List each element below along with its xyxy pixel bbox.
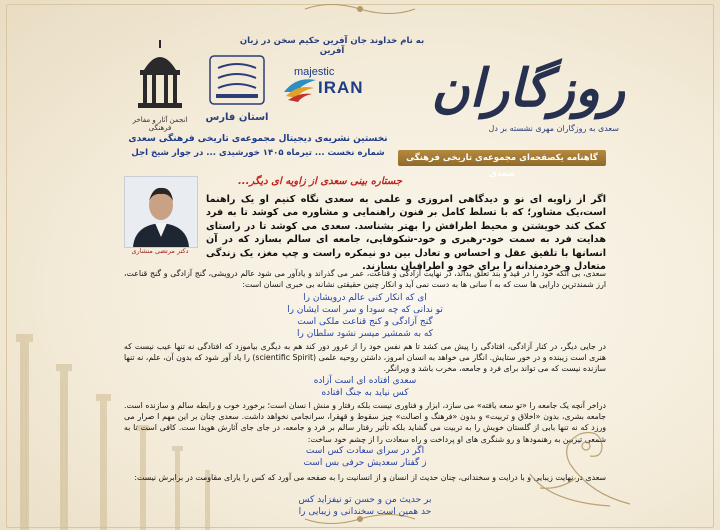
article-paragraph-3: در جایی دیگر، در کنار آزادگی، افتادگی را پیش می کشد تا هم نفس خود را از غرور دور کند هم به دیگری بیاموزد که افتادگی نه تنها عیب نیست که هنری است زیبنده و در خور ستایش. انگار می خواهد به انسان امروز، داشتن روحیه علمی (scientific Spirit) را یاد آور شود که بدون آن، علم، نه تنها سازنده نیست که می تواند برای فرد و جامعه، مخرب باشد و ویرانگر. <box>124 342 606 374</box>
article-paragraph-2: سعدی، بی آنکه خود را در قید و بند تعلق بداند، در نهایت آزادگی و قناعت، عمر می گذراند و یادآور می شود عالم درویشی، گنج آزادگی و گنج قناعت، ارز شمندترین دارایی ها ست که به آ سانی ها به دست نمی آید و انکار چنین حقیقتی نشانه بی خبری انسان است: <box>124 269 606 290</box>
masthead-ribbon: گاهنامه یکصفحه‌ای مجموعه‌ی تاریخی فرهنگی سعدی <box>398 150 606 166</box>
saadi-tomb-logo <box>126 40 194 132</box>
brand-majestic: majestic <box>294 66 335 78</box>
article-intro: اگر از زاویه ای نو و دیدگاهی امروزی و علمی به سعدی نگاه کنیم او یک راهنما است،یک مشاور؛ که با تسلط کامل بر فنون راهنمایی و مشاوره می کوشد تا به فرد کمک کند خویشتن و محیط اطرافش را بهتر بشناسد. سعدی می کوشد تا در راستای هدایت فرد به سمت خود-رهبری و خود-شکوفایی، جامعه ای سالم بسازد که در آن انسانها با تلفیق عقل و احساس و تعادل بین دو نیمکره راست و چپ مغز، یک زندگی متعادل و خردمندانه را برای خود و اطرافیان بسازند. <box>206 194 606 273</box>
article-paragraph-4: در‌اخر آنچه یک جامعه را «تو سعه یافته» می سازد، ابزار و فناوری نیست بلکه رفتار و منش ا نسان است؛ برخورد خوب و رابطه سالم و سازنده است. جامعه بشری، بدون «اخلاق و تربیت» و بدون «فرهنگ و اصالت» چیز سقوط و قهقرا، سرانجامی نخواهد داشت. سعدی چنان بر این مهم ا صرار می ورزد که نه تنها بابی از گلستان خویش را به تربیت می گشاید بلکه تأثیر رفتار سالم بر فرد و جامعه، در جای جای آثارش هویدا ست. کافی است تا به شمعی تیزبین به رهنمودها و رو شنگری های او پرداخت و راه سعادت را از چشم خود ساخت: <box>124 401 606 444</box>
poem-1-line-2: تو ندانی که چه سودا و سر است ایشان را <box>287 305 443 315</box>
article-headline: جستاره بینی سعدی از زاویه ای دیگر... <box>237 176 403 187</box>
article-paragraph-5: سعدی در نهایت زیبایی و با درایت و سخندانی، چنان حدیث از انسان و از انسانیت را به صفحه می آورد که کس را یارای مقاومت در برابرش نیست: <box>134 473 606 482</box>
publication-line-2: شماره نخست ... تیرماه ۱۴۰۵ خورشیدی ... در جوار شیخ اجل <box>131 148 385 158</box>
poem-4-line-1: بر حدیث من و حسن تو نیفزاید کس <box>298 495 432 505</box>
author-portrait-icon <box>125 177 197 247</box>
masthead-subtitle: سعدی به روزگاران مهری نشسته بر دل <box>488 124 619 133</box>
ministry-logo <box>202 50 272 132</box>
masthead <box>415 58 625 142</box>
author-photo <box>124 176 198 248</box>
top-ornament <box>300 2 420 16</box>
poem-2-line-1: سعدی افتاده ای است آزاده <box>313 376 417 386</box>
ministry-emblem-icon <box>202 50 272 110</box>
floral-ornament <box>490 394 640 514</box>
header-tagline: به نام خداوند جان آفرین حکیم سخن در زبان آفرین <box>239 36 425 56</box>
author-caption: دکتر مرتضی منشاری <box>131 247 189 255</box>
poem-4-line-2: حد همین است سخندانی و زیبایی را <box>298 507 432 517</box>
tomb-icon <box>126 40 194 114</box>
poem-1-line-4: که به شمشیر میسر نشود سلطان را <box>297 329 433 339</box>
publication-line-1: نخستین نشریه‌ی دیجیتال مجموعه‌ی تاریخی فرهنگی سعدی <box>128 134 388 144</box>
province-label: استان فارس <box>205 112 269 123</box>
poem-3-line-1: اگر در سرای سعادت کس است <box>305 446 425 456</box>
tricolor-bird-icon <box>282 74 318 104</box>
poem-1-line-3: گنج آزادگی و کنج قناعت ملکی است <box>297 317 433 327</box>
tomb-logo-label: انجمن آثار و مفاخر فرهنگی <box>132 116 188 132</box>
poem-2-line-2: کس نیاید به جنگ افتاده <box>321 388 409 398</box>
brand-iran: IRAN <box>318 78 364 97</box>
majestic-iran-logo <box>278 60 374 112</box>
poem-3-line-2: ز گفتار سعدیش حرفی بس است <box>303 458 427 468</box>
poem-1-line-1: ای که انکار کنی عالم درویشان را <box>303 293 427 303</box>
masthead-title: روزگاران <box>431 58 625 119</box>
poem-1 <box>124 292 606 340</box>
